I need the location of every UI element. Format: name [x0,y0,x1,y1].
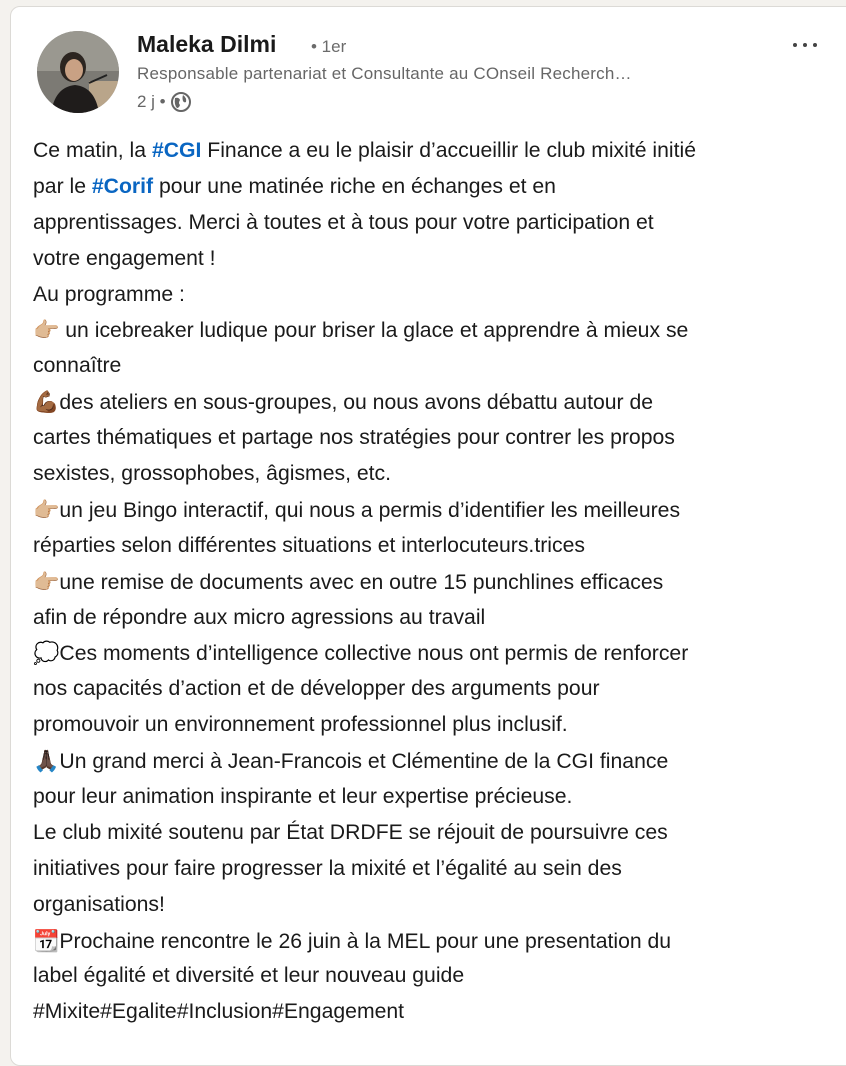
post-body [33,133,833,1030]
post-line: initiatives pour faire progresser la mixité et l’égalité au sein des [33,856,622,880]
pointing-hand-icon: 👉🏼 [33,496,60,522]
post-meta [137,91,192,113]
more-dot [793,43,797,47]
more-dot [813,43,817,47]
post-line: sexistes, grossophobes, âgismes, etc. [33,462,392,486]
thought-bubble-icon: 💭 [33,640,60,666]
post-line: promouvoir un environnement professionnel plus inclusif. [33,713,568,737]
post-line: 📆Prochaine rencontre le 26 juin à la MEL pour une presentation du [33,927,672,953]
more-dot [803,43,807,47]
post-line: votre engagement ! [33,246,216,270]
hashtag-line [33,994,833,1030]
more-options-button[interactable] [783,31,827,53]
post-line: cartes thématiques et partage nos stratégies pour contrer les propos [33,426,675,450]
flexed-biceps-icon: 💪🏾 [33,389,60,415]
calendar-icon: 📆 [33,927,60,953]
post-line: afin de répondre aux micro agressions au travail [33,605,486,629]
post-time: 2 j • [137,92,166,111]
globe-icon [170,91,192,113]
hashtag-corif[interactable]: #Corif [91,174,154,198]
post-line: label égalité et diversité et leur nouveau guide [33,964,465,988]
post-line: apprentissages. Merci à toutes et à tous pour votre participation et [33,210,654,234]
avatar-photo [37,31,119,113]
pointing-hand-icon: 👉🏼 [33,568,60,594]
avatar[interactable] [37,31,119,113]
connection-degree: • 1er [311,37,347,56]
post-line: 💪🏾des ateliers en sous-groupes, ou nous avons débattu autour de [33,389,654,415]
post-line: 💭Ces moments d’intelligence collective nous ont permis de renforcer [33,640,689,666]
post-line: 👉🏼un jeu Bingo interactif, qui nous a permis d’identifier les meilleures [33,496,681,522]
post-line: Au programme : [33,282,185,306]
post-line: Ce matin, la #CGI Finance a eu le plaisir d’accueillir le club mixité initié [33,139,696,162]
folded-hands-icon: 🙏🏿 [33,748,60,774]
post-line: Le club mixité soutenu par État DRDFE se réjouit de poursuivre ces [33,820,668,844]
hashtag-engagement[interactable]: #Engagement [272,1000,405,1024]
post-line: 👉🏼une remise de documents avec en outre 15 punchlines efficaces [33,568,664,594]
post-line: réparties selon différentes situations et interlocuteurs.trices [33,533,585,557]
post-line: par le #Corif pour une matinée riche en échanges et en [33,174,556,198]
hashtag-egalite[interactable]: #Egalite [100,1000,177,1024]
hashtag-cgi[interactable]: #CGI [151,139,202,162]
author-headline[interactable]: Responsable partenariat et Consultante au COnseil Recherch… [137,64,632,83]
hashtag-inclusion[interactable]: #Inclusion [176,1000,273,1024]
post-line: pour leur animation inspirante et leur expertise précieuse. [33,785,573,809]
post-line: nos capacités d’action et de développer des arguments pour [33,677,600,701]
post-line: 🙏🏿Un grand merci à Jean-Francois et Clémentine de la CGI finance [33,748,669,774]
pointing-hand-icon: 👉🏼 [33,317,60,343]
author-name[interactable]: Maleka Dilmi [137,31,277,57]
post-card [10,6,846,1066]
hashtag-mixite[interactable]: #Mixite [33,1000,101,1024]
post-line: connaître [33,354,122,378]
post-line: 👉🏼 un icebreaker ludique pour briser la glace et apprendre à mieux se [33,317,689,343]
post-line: organisations! [33,892,165,916]
